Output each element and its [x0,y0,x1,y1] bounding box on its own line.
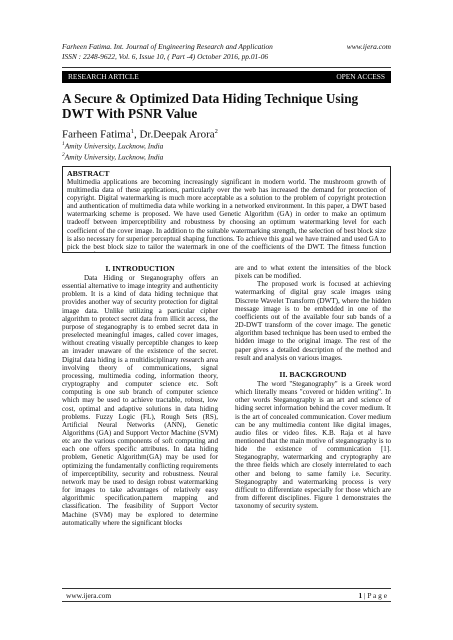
issn-line: ISSN : 2248-9622, Vol. 6, Issue 10, ( Part -4) October 2016, pp.01-06 [62,52,269,61]
body-paragraph: Data Hiding or Steganography offers an essential alternative to image integrity and authenticity problem. It is a kind of data hiding technique that provides another way of security protection for digital image data. Unlike utilizing a particular cipher algorithm to protect secret data from illicit access, the purpose of steganography is to embed secret data in preselected meaningful images, called cover images, without creating visually perceptible changes to keep an invader unaware of the existence of the secret. Digital data hiding is a multidisciplinary research area involving theory of communications, signal processing, multimedia coding, information theory, cryptography and computer science etc. Soft computing is one sub branch of computer science which may be used to achieve tractable, robust, low cost, optimal and adaptive solutions in data hiding problems. Fuzzy Logic (FL), Rough Sets (RS), Artificial Neural Networks (ANN), Genetic Algorithms (GA) and Support Vector Machine (SVM) etc are the various components of soft computing and each one offers specific attributes. In data hiding problem, Genetic Algorithm(GA) may be used for optimizing the fundamentally conflicting requirements of imperceptibility, security and robustness. Neural network may be used to design robust watermarking for images to take advantages of relatively easy algorithmic specification,pattern mapping and classification. The feasibility of Support Vector Machine (SVM) may be explored to determine automatically where the significant blocks [62,274,218,527]
journal-url[interactable]: www.ijera.com [346,42,391,51]
author-superscript: 1 [130,128,134,135]
access-label: OPEN ACCESS [336,72,385,81]
affiliation-line: $^2$Amity University, Lucknow, India [62,152,164,162]
paper-title: A Secure & Optimized Data Hiding Technique Using DWT With PSNR Value [62,91,359,121]
section-heading-background: II. BACKGROUND [279,369,347,379]
affiliations [62,140,163,162]
journal-citation: Farheen Fatima. Int. Journal of Engineering Research and Application [62,42,273,51]
abstract-heading: ABSTRACT [67,169,110,178]
body-paragraph: The proposed work is focused at achieving watermarking of digital gray scale images using Discrete Wavelet Transform (DWT), where the hidden message image is to be embedded in one of the coefficients out of the available four sub bands of a 2D-DWT transform of the cover image. The genetic algorithm based technique has been used to embed the hidden image to the original image. The rest of the paper gives a detailed description of the method and result and analysis on various images. [235,280,391,362]
page-footer [62,588,391,602]
author-superscript: 2 [214,128,218,135]
affiliation-line: $^1$Amity University, Lucknow, India [62,141,164,151]
page-number: 1 | P a g e [358,591,387,600]
article-type-label: RESEARCH ARTICLE [68,72,139,81]
abstract-box [62,166,391,253]
left-column [62,264,218,527]
running-header [62,42,391,62]
section-heading-introduction: I. INTRODUCTION [105,264,175,273]
body-paragraph: The word "Steganography" is a Greek word which literally means "covered or hidden writing". In other words Steganography is an art and science of hiding secret information behind the cover medium. It is the art of concealed communication. Cover medium can be any multimedia content like digital images, audio files or video files. K.B. Raja et al have mentioned that the main motive of steganography is to hide the existence of communication [1]. Steganography, watermarking and cryptography are the three fields which are closely interrelated to each other and belong to same family i.e. Security. Steganography and watermarking process is very difficult to differentiate especially for those which are from different disciplines. Figure 1 demonstrates the taxonomy of security system. [235,379,391,511]
article-banner [62,71,391,83]
author-name: Farheen Fatima [62,128,131,141]
footer-url[interactable]: www.ijera.com [66,591,112,600]
abstract-text: Multimedia applications are becoming increasingly significant in modern world. The mushroom growth of multimedia data of these applications, particularly over the web has increased the demand for protection of copyright. Digital watermarking is much more acceptable as a solution to the problem of copyright protection and authentication of multimedia data while working in a networked environment. In this paper, a DWT based watermarking scheme is proposed. We have used Genetic Algorithm (GA) in order to make an optimum tradeoff between imperceptibility and robustness by choosing an optimum watermarking level for each coefficient of the cover image. In addition to the suitable watermarking strength, the selection of best block size is also necessary for superior perceptual shaping functions. To achieve this goal we have trained and used GA to pick the best block size to tailor the watermark in one of the coefficients of the DWT. The fitness function [67,178,386,251]
author-separator: , [133,128,140,141]
body-paragraph: are and to what extent the intensities of the block pixels can be modified. [235,264,391,281]
header-rule [62,67,391,68]
right-column [235,264,391,510]
section-gap [235,362,391,370]
author-name: Dr.Deepak Arora [139,128,215,141]
